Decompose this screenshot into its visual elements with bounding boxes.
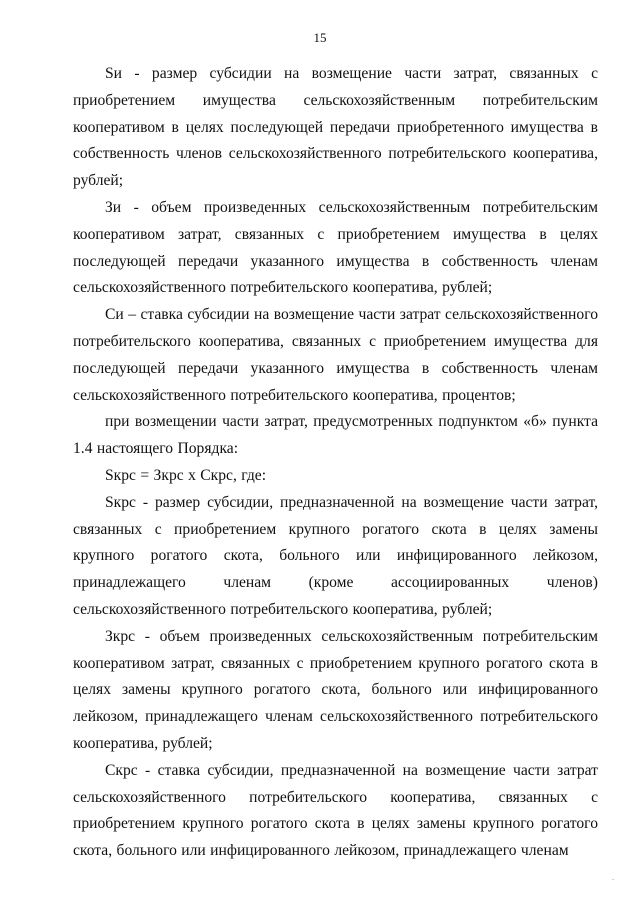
formula-skrs: Sкрс = Зкрс x Скрс, где:: [105, 466, 267, 484]
paragraph-ci-definition: Си – ставка субсидии на возмещение части затрат сельскохозяйственного потребительского кооператива, связанных с приобретением имущества для последующей передачи указанного имущества в собственность членам сельскохозяйственного потребительского кооператива, процентов;: [73, 306, 598, 404]
paragraph-subpoint-b-intro: при возмещении части затрат, предусмотренных подпунктом «б» пункта 1.4 настоящего Порядка:: [73, 413, 598, 458]
paragraph-zi-definition: Зи - объем произведенных сельскохозяйственным потребительским кооперативом затрат, связанных с приобретением имущества в целях последующей передачи указанного имущества в собственность членам сельскохозяйственного потребительского кооператива, рублей;: [73, 198, 598, 297]
paragraph-zkrs-definition: Зкрс - объем произведенных сельскохозяйственным потребительским кооперативом затрат, связанных с приобретением крупного рогатого скота в целях замены крупного рогатого скота, больного или инфицированного лейкозом, принадлежащего членам сельскохозяйственного потребительского кооператива, рублей;: [73, 627, 598, 752]
paragraph-si-definition: Sи - размер субсидии на возмещение части затрат, связанных с приобретением имущества сельскохозяйственным потребительским кооперативом в целях последующей передачи приобретенного имущества в собственность членов сельскохозяйственного потребительского кооператива, рублей;: [73, 65, 598, 190]
paragraph-ckrs-definition: Скрс - ставка субсидии, предназначенной на возмещение части затрат сельскохозяйственного потребительского кооператива, связанных с приобретением крупного рогатого скота в целях замены крупного рогатого скота, больного или инфицированного лейкозом, принадлежащего членам: [73, 761, 598, 860]
paragraph-skrs-definition: Sкрс - размер субсидии, предназначенной на возмещение части затрат, связанных с приобретением крупного рогатого скота в целях замены крупного рогатого скота, больного или инфицированного лейкозом, принадлежащего членам (кроме ассоциированных членов) сельскохозяйственного потребительского кооператива, рублей;: [73, 493, 598, 618]
corner-mark: .: [612, 873, 614, 882]
document-body: [73, 61, 598, 865]
page-number: 15: [313, 30, 327, 45]
